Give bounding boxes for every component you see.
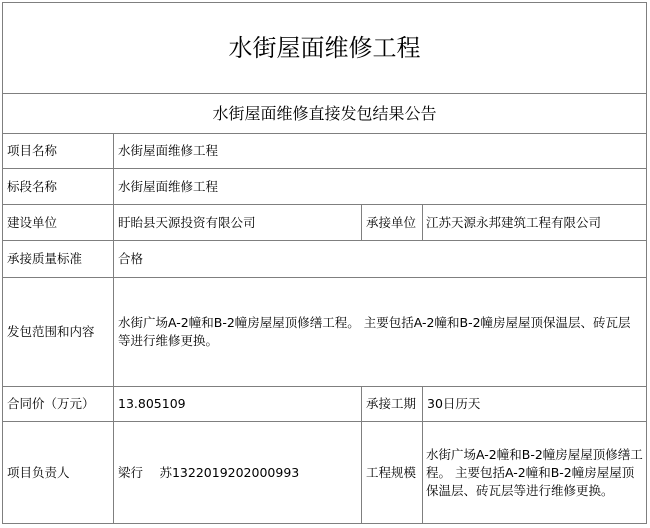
label-manager: 项目负责人 bbox=[7, 464, 70, 480]
announcement-table bbox=[2, 2, 647, 524]
row-manager bbox=[3, 422, 646, 523]
row-builder bbox=[3, 205, 646, 241]
label-section-name: 标段名称 bbox=[7, 178, 58, 194]
value-section-name: 水街屋面维修工程 bbox=[113, 169, 646, 204]
subtitle-row bbox=[3, 94, 646, 134]
label-scope: 发包范围和内容 bbox=[7, 324, 95, 339]
value-duration: 30日历天 bbox=[422, 387, 646, 421]
value-scale: 水街广场A-2幢和B-2幢房屋屋顶修缮工程。 主要包括A-2幢和B-2幢房屋屋顶保温层、砖瓦层等进行维修更换。 bbox=[422, 422, 646, 523]
label-project-name: 项目名称 bbox=[7, 143, 58, 158]
label-contract-price: 合同价（万元） bbox=[7, 396, 95, 411]
title-row bbox=[3, 3, 646, 94]
value-builder: 盱眙县天源投资有限公司 bbox=[113, 205, 361, 240]
value-scope: 水街广场A-2幢和B-2幢房屋屋顶修缮工程。 主要包括A-2幢和B-2幢房屋屋顶保温层、砖瓦层等进行维修更换。 bbox=[113, 278, 646, 386]
value-project-name: 水街屋面维修工程 bbox=[113, 134, 646, 168]
label-duration: 承接工期 bbox=[361, 387, 422, 421]
value-quality: 合格 bbox=[113, 241, 646, 277]
row-quality bbox=[3, 241, 646, 278]
document-subtitle: 水街屋面维修直接发包结果公告 bbox=[212, 103, 437, 123]
row-section-name bbox=[3, 169, 646, 205]
label-contractor: 承接单位 bbox=[361, 205, 422, 240]
label-builder: 建设单位 bbox=[7, 214, 58, 230]
row-contract bbox=[3, 387, 646, 422]
label-scale: 工程规模 bbox=[361, 422, 422, 523]
value-contractor: 江苏天源永邦建筑工程有限公司 bbox=[422, 205, 646, 240]
value-manager: 梁行 苏1322019202000993 bbox=[113, 422, 361, 523]
row-project-name bbox=[3, 134, 646, 169]
value-contract-price: 13.805109 bbox=[113, 387, 361, 421]
row-scope bbox=[3, 278, 646, 387]
label-quality: 承接质量标准 bbox=[7, 251, 83, 266]
document-title: 水街屋面维修工程 bbox=[228, 34, 421, 62]
